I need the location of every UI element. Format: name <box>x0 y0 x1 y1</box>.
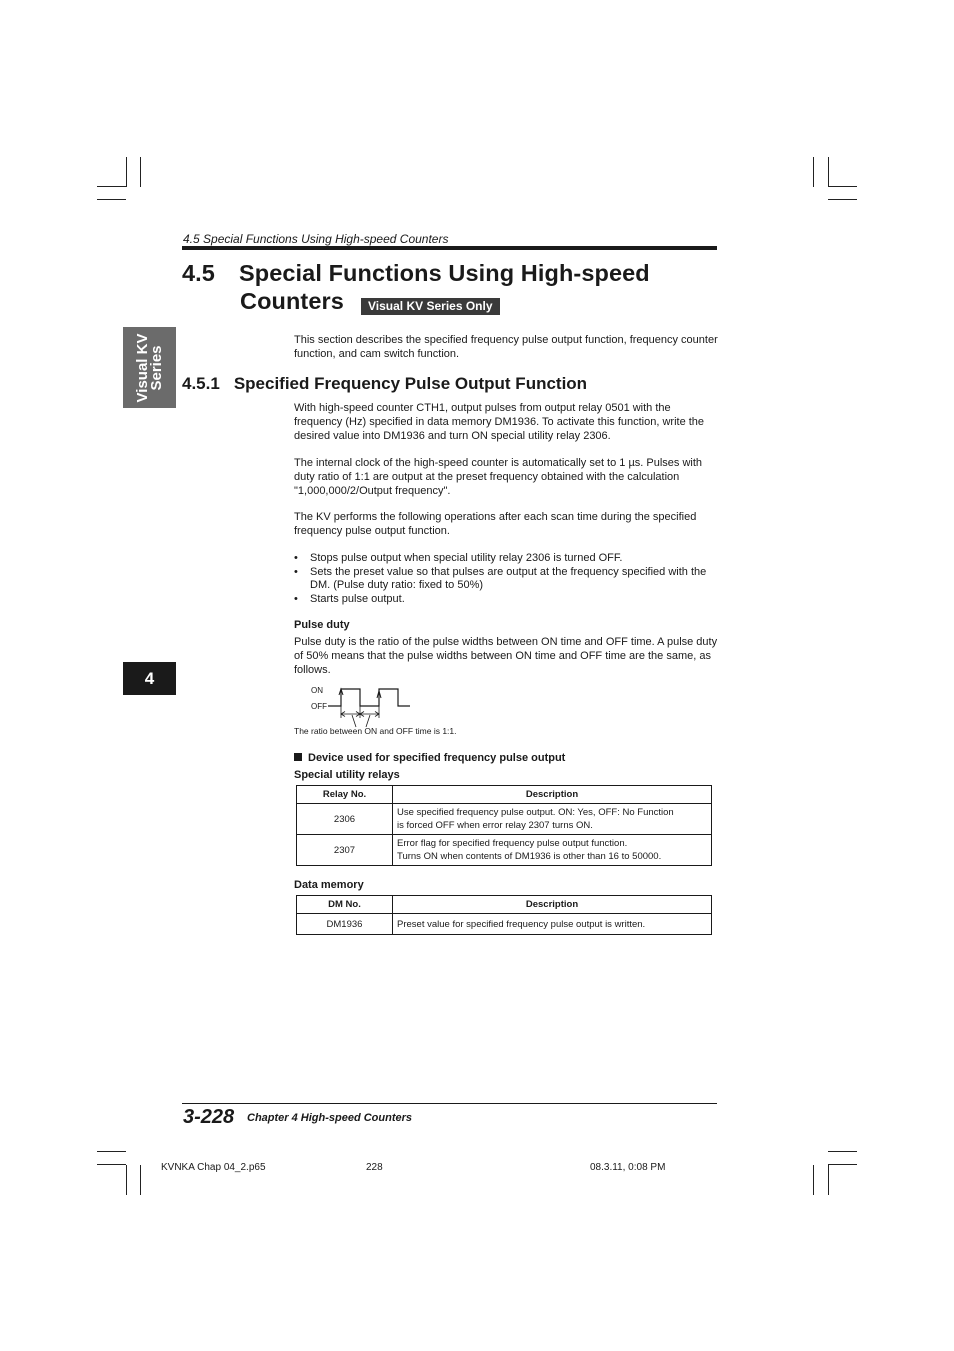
description-line: Use specified frequency pulse output. ON: Yes, OFF: No Function <box>397 807 674 818</box>
pulse-duty-heading: Pulse duty <box>294 619 350 631</box>
dm-description: Preset value for specified frequency pulse output is written. <box>393 914 712 935</box>
side-tab-visual-kv <box>123 327 176 408</box>
operations-list <box>294 552 718 606</box>
title-line2: Counters <box>240 288 344 314</box>
device-heading-text: Device used for specified frequency pulse output <box>308 752 566 764</box>
table-row <box>297 914 712 935</box>
relay-no: 2307 <box>297 835 393 866</box>
relays-table <box>296 785 712 866</box>
crop-mark <box>140 1165 141 1195</box>
paragraph: The internal clock of the high-speed counter is automatically set to 1 µs. Pulses with duty ratio of 1:1 are output at the preset frequency obtained with the calculation "1,000,000/2/Output frequency". <box>294 457 703 497</box>
crop-mark <box>828 157 829 187</box>
chapter-tab: 4 <box>123 662 176 695</box>
page-title <box>182 260 650 287</box>
print-timestamp: 08.3.11, 0:08 PM <box>590 1162 666 1173</box>
side-tab-line2: Series <box>147 344 165 391</box>
visual-kv-badge: Visual KV Series Only <box>361 298 500 315</box>
relay-no: 2306 <box>297 804 393 835</box>
crop-mark <box>97 199 126 200</box>
section-number: 4.5.1 <box>182 374 220 393</box>
title-line1: Special Functions Using High-speed <box>238 260 650 286</box>
crop-mark <box>97 1164 126 1165</box>
header-rule <box>182 246 717 250</box>
description-line: is forced OFF when error relay 2307 turns ON. <box>397 820 593 831</box>
off-label: OFF <box>311 702 327 711</box>
title-number: 4.5 <box>182 260 215 286</box>
relays-heading: Special utility relays <box>294 769 400 781</box>
data-memory-table <box>296 895 712 935</box>
page-number: 3-228 <box>183 1106 235 1128</box>
crop-mark <box>828 1164 857 1165</box>
table-header-row <box>297 896 712 914</box>
file-name: KVNKA Chap 04_2.p65 <box>161 1162 266 1173</box>
crop-mark <box>97 186 126 187</box>
crop-mark <box>813 1165 814 1195</box>
crop-mark <box>828 1165 829 1195</box>
chapter-footer: Chapter 4 High-speed Counters <box>247 1112 413 1124</box>
paragraph: The KV performs the following operations after each scan time during the specified frequency pulse output function. <box>294 511 697 537</box>
section-heading <box>182 374 587 394</box>
on-label: ON <box>311 686 323 695</box>
crop-mark <box>813 157 814 187</box>
crop-mark <box>828 1151 857 1152</box>
device-heading <box>294 752 565 764</box>
side-tab-line1: Visual KV <box>133 333 151 402</box>
relay-description <box>393 835 712 866</box>
list-item: • Starts pulse output. <box>294 593 718 607</box>
table-row <box>297 835 712 866</box>
pulse-duty-text: Pulse duty is the ratio of the pulse widths between ON time and OFF time. A pulse duty of 50% means that the pulse widths between ON time and OFF time are the same, as follows. <box>294 636 718 676</box>
relay-description <box>393 804 712 835</box>
crop-mark <box>97 1151 126 1152</box>
pulse-waveform-diagram <box>326 684 416 728</box>
description-line: Turns ON when contents of DM1936 is other than 16 to 50000. <box>397 851 662 862</box>
square-bullet-icon <box>294 753 302 761</box>
intro-paragraph: This section describes the specified frequency pulse output function, frequency counter function, and cam switch function. <box>294 334 718 360</box>
column-header: Description <box>393 786 712 804</box>
crop-mark <box>828 186 857 187</box>
dm-no: DM1936 <box>297 914 393 935</box>
column-header: DM No. <box>297 896 393 914</box>
crop-mark <box>140 157 141 187</box>
diagram-caption: The ratio between ON and OFF time is 1:1. <box>294 726 457 736</box>
description-line: Error flag for specified frequency pulse output function. <box>397 838 628 849</box>
section-title: Specified Frequency Pulse Output Function <box>233 374 588 393</box>
list-item: • Stops pulse output when special utility relay 2306 is turned OFF. <box>294 552 718 566</box>
print-page-number: 228 <box>366 1162 383 1173</box>
crop-mark <box>126 1165 127 1195</box>
table-header-row <box>297 786 712 804</box>
column-header: Description <box>393 896 712 914</box>
running-header: 4.5 Special Functions Using High-speed Counters <box>183 232 449 246</box>
column-header: Relay No. <box>297 786 393 804</box>
footer-rule <box>182 1103 717 1104</box>
data-memory-heading: Data memory <box>294 879 364 891</box>
list-item: • Sets the preset value so that pulses are output at the frequency specified with the DM. (Pulse duty ratio: fixed to 50%) <box>294 566 718 593</box>
paragraph: With high-speed counter CTH1, output pulses from output relay 0501 with the frequency (Hz) specified in data memory DM1936. To activate this function, write the desired value into DM1936 and turn ON special utility relay 2306. <box>294 402 705 442</box>
side-tab-label <box>133 333 165 402</box>
table-row <box>297 804 712 835</box>
crop-mark <box>828 199 857 200</box>
crop-mark <box>126 157 127 187</box>
